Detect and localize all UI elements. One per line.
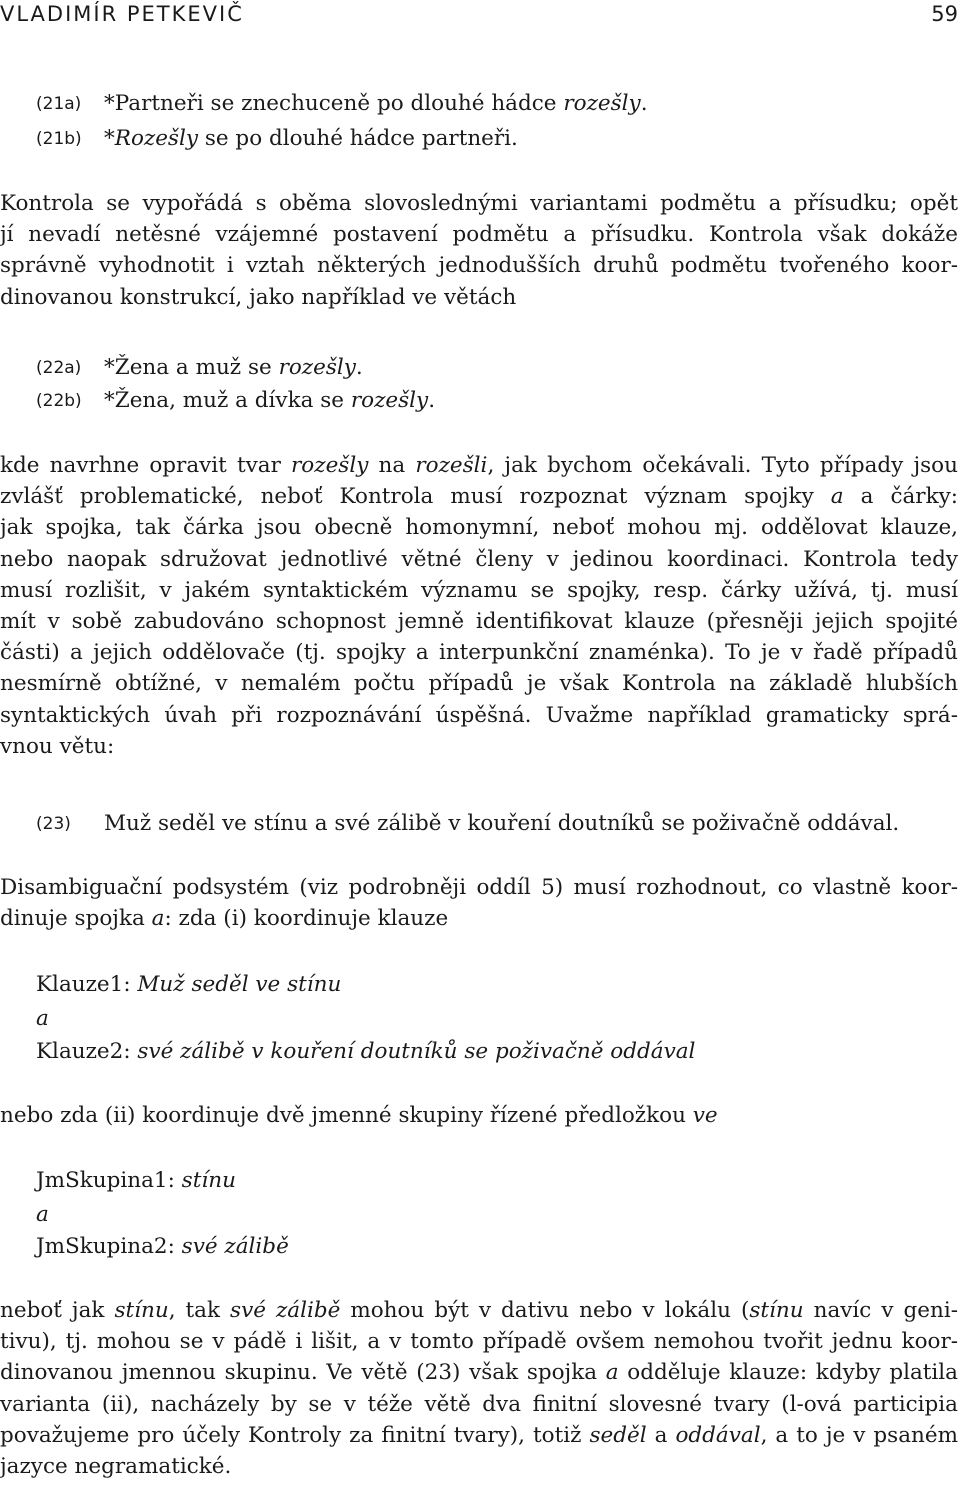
example-text: *Partneři se znechuceně po dlouhé hádce rozešly. — [104, 91, 648, 116]
text-line: považujeme pro účely Kontroly za finitní tvary), totiž seděl a oddával, a to je v psaném — [0, 1422, 958, 1448]
paragraph-3 — [0, 872, 958, 934]
conjunction: a — [36, 1202, 49, 1227]
text-line: vnou větu: — [0, 733, 115, 759]
noun-group-2: JmSkupina2: své zálibě — [36, 1234, 289, 1259]
text-line: Kontrola se vypořádá s oběma slovoslednými variantami podmětu a přísudku; opět — [0, 191, 958, 216]
example-label: (22b) — [36, 391, 82, 411]
clause-2: Klauze2: své zálibě v kouření doutníků se poživačně oddával — [36, 1039, 696, 1064]
paragraph-2 — [0, 450, 958, 762]
example-label: (23) — [36, 814, 71, 834]
text-line: musí rozlišit, v jakém syntaktickém významu se spojky, resp. čárky užívá, tj. musí — [0, 577, 958, 603]
text-line: jazyce negramatické. — [0, 1453, 232, 1479]
example-label: (21a) — [36, 94, 82, 114]
text-line: dinovanou konstrukcí, jako například ve větách — [0, 284, 517, 310]
example-text: Muž seděl ve stínu a své zálibě v kouření doutníků se poživačně oddával. — [104, 811, 900, 836]
text-line: mít v sobě zabudováno schopnost jemně identifikovat klauze (přesněji jejich spojité — [0, 608, 958, 634]
text-line: zvlášť problematické, neboť Kontrola musí rozpoznat význam spojky a a čárky: — [0, 484, 958, 510]
paragraph-5 — [0, 1295, 958, 1482]
text-line: syntaktických úvah při rozpoznávání úspěšná. Uvažme například gramaticky sprá- — [0, 702, 958, 728]
text-line: jak spojka, tak čárka jsou obecně homonymní, neboť mohou mj. oddělovat klauze, — [0, 515, 958, 541]
text-line: jí nevadí netěsné vzájemné postavení podmětu a přísudku. Kontrola však dokáže — [0, 222, 958, 248]
text-line: dinuje spojka a: zda (i) koordinuje klauze — [0, 906, 449, 932]
text-line: správně vyhodnotit i vztah některých jednodušších druhů podmětu tvořeného koor- — [0, 253, 958, 279]
text-line: varianta (ii), nacházely by se v téže větě dva finitní slovesné tvary (l-ová participia — [0, 1391, 958, 1417]
example-text: *Žena, muž a dívka se rozešly. — [104, 388, 436, 413]
text-line: kde navrhne opravit tvar rozešly na rozešli, jak bychom očekávali. Tyto případy jsou — [0, 453, 958, 478]
conjunction: a — [36, 1006, 49, 1031]
example-label: (22a) — [36, 358, 82, 378]
clause-1: Klauze1: Muž seděl ve stínu — [36, 972, 342, 997]
page-number: 59 — [931, 2, 958, 26]
example-text: *Žena a muž se rozešly. — [104, 355, 363, 380]
text-line: části) a jejich oddělovače (tj. spojky a interpunkční znaménka). To je v řadě případů — [0, 640, 958, 666]
example-text: *Rozešly se po dlouhé hádce partneři. — [104, 126, 518, 151]
text-line: nebo zda (ii) koordinuje dvě jmenné skupiny řízené předložkou ve — [0, 1103, 718, 1128]
header-author: VLADIMÍR PETKEVIČ — [0, 2, 244, 26]
text-line: neboť jak stínu, tak své zálibě mohou být v dativu nebo v lokálu (stínu navíc v geni- — [0, 1298, 958, 1323]
running-header — [0, 2, 960, 32]
example-label: (21b) — [36, 129, 82, 149]
text-line: tivu), tj. mohou se v pádě i lišit, a v tomto případě ovšem nemohou tvořit jednu koor- — [0, 1329, 958, 1355]
paragraph-4 — [0, 1100, 958, 1131]
paragraph-1 — [0, 188, 958, 313]
text-line: Disambiguační podsystém (viz podrobněji oddíl 5) musí rozhodnout, co vlastně koor- — [0, 875, 958, 900]
noun-group-1: JmSkupina1: stínu — [36, 1168, 236, 1193]
text-line: dinovanou jmennou skupinu. Ve větě (23) však spojka a odděluje klauze: kdyby platila — [0, 1360, 958, 1386]
text-line: nesmírně obtížné, v nemalém počtu případů je však Kontrola na základě hlubších — [0, 671, 958, 697]
text-line: nebo naopak sdružovat jednotlivé větné členy v jedinou koordinaci. Kontrola tedy — [0, 546, 958, 572]
